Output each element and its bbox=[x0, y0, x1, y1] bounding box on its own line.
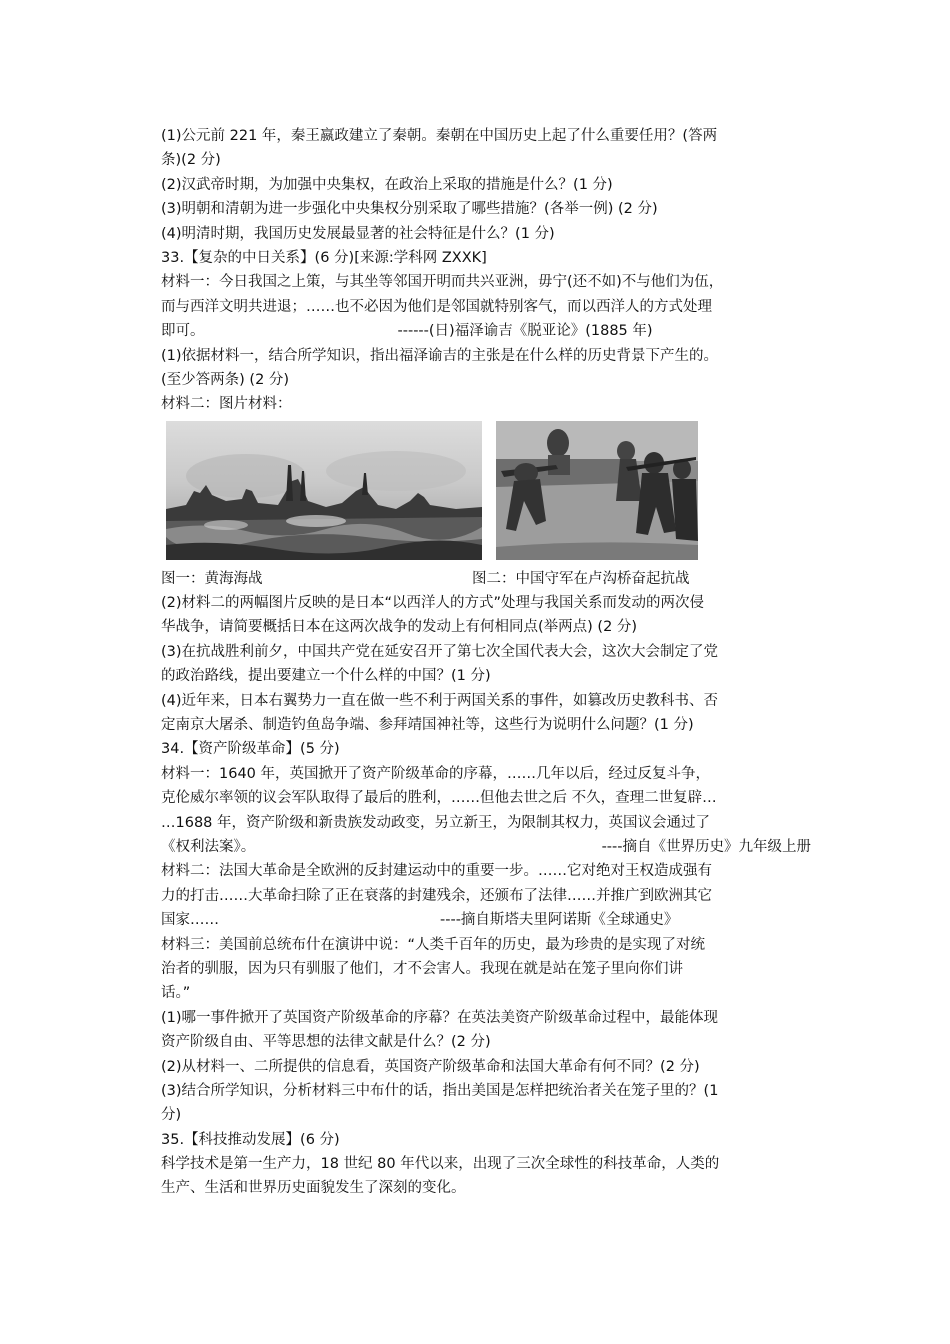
q34-material1-line: …1688 年，资产阶级和新贵族发动政变，另立新王，为限制其权力，英国议会通过了 bbox=[161, 814, 711, 831]
q34-heading: 34.【资产阶级革命】(5 分) bbox=[161, 741, 340, 758]
q33-heading: 33.【复杂的中日关系】(6 分)[来源:学科网 ZXXK] bbox=[161, 249, 487, 266]
q32-block bbox=[161, 124, 811, 246]
q33-block bbox=[161, 246, 811, 737]
q34-block bbox=[161, 737, 811, 1127]
q32-line: (2)汉武帝时期，为加强中央集权，在政治上采取的措施是什么？(1 分) bbox=[161, 176, 613, 193]
figure2-caption: 图二：中国守军在卢沟桥奋起抗战 bbox=[472, 570, 690, 587]
figure-captions bbox=[161, 567, 811, 591]
q33-question-line: (3)在抗战胜利前夕，中国共产党在延安召开了第七次全国代表大会，这次大会制定了党 bbox=[161, 643, 719, 660]
q34-material1-last-line bbox=[161, 835, 811, 859]
q33-material1-line: 材料一：今日我国之上策，与其坐等邻国开明而共兴亚洲，毋宁(还不如)不与他们为伍， bbox=[161, 274, 724, 291]
q34-material1-line: 材料一：1640 年，英国掀开了资产阶级革命的序幕，……几年以后，经过反复斗争， bbox=[161, 765, 711, 782]
figure-row bbox=[161, 419, 811, 565]
q32-line: (1)公元前 221 年，秦王嬴政建立了秦朝。秦朝在中国历史上起了什么重要任用？(答两 bbox=[161, 128, 718, 144]
q34-question-line: 分) bbox=[161, 1107, 182, 1124]
q33-question-line: (4)近年来，日本右翼势力一直在做一些不利于两国关系的事件，如篡改历史教科书、否 bbox=[161, 692, 719, 709]
q33-material1-line: 而与西洋文明共进退；……也不必因为他们是邻国就特别客气，而以西洋人的方式处理 bbox=[161, 298, 712, 315]
q33-material1-source: ------(日)福泽谕吉《脱亚论》(1885 年) bbox=[397, 323, 653, 340]
q33-question1-line: (至少答两条) (2 分) bbox=[161, 371, 290, 388]
q34-question-line: (2)从材料一、二所提供的信息看，英国资产阶级革命和法国大革命有何不同？(2 分) bbox=[161, 1058, 700, 1075]
q32-line: 条)(2 分) bbox=[161, 152, 221, 169]
q34-question-line: (1)哪一事件掀开了英国资产阶级革命的序幕？在英法美资产阶级革命过程中，最能体现 bbox=[161, 1009, 719, 1026]
q34-material2-last-line bbox=[161, 908, 811, 932]
soldiers-image bbox=[496, 421, 698, 560]
q34-question-line: 资产阶级自由、平等思想的法律文献是什么？(2 分) bbox=[161, 1034, 491, 1051]
q34-material2-source: ----摘自斯塔夫里阿诺斯《全球通史》 bbox=[440, 912, 679, 929]
q34-material2-line: 力的打击……大革命扫除了正在衰落的封建残余，还颁布了法律……并推广到欧洲其它 bbox=[161, 887, 712, 904]
q32-line: (3)明朝和清朝为进一步强化中央集权分别采取了哪些措施？(各举一例) (2 分) bbox=[161, 201, 658, 218]
q34-material2-last: 国家…… bbox=[161, 912, 219, 929]
q35-block bbox=[161, 1128, 811, 1201]
warships-image bbox=[166, 421, 482, 560]
q33-question-line: 华战争，请简要概括日本在这两次战争的发动上有何相同点(举两点) (2 分) bbox=[161, 619, 638, 636]
q33-material1-last: 即可。 bbox=[161, 323, 205, 340]
q34-question-line: (3)结合所学知识，分析材料三中布什的话，指出美国是怎样把统治者关在笼子里的？(1 bbox=[161, 1082, 719, 1099]
q34-material3-line: 治者的驯服，因为只有驯服了他们，才不会害人。我现在就是站在笼子里向你们讲 bbox=[161, 960, 683, 977]
q34-material2-line: 材料二：法国大革命是全欧洲的反封建运动中的重要一步。……它对绝对王权造成强有 bbox=[161, 863, 712, 880]
q33-question-line: (2)材料二的两幅图片反映的是日本“以西洋人的方式”处理与我国关系而发动的两次侵 bbox=[161, 595, 705, 612]
q34-material3-line: 材料三：美国前总统布什在演讲中说：“人类千百年的历史，最为珍贵的是实现了对统 bbox=[161, 936, 706, 953]
q34-material1-last: 《权利法案》。 bbox=[161, 838, 256, 855]
q34-material1-source: ----摘自《世界历史》九年级上册 bbox=[601, 838, 811, 855]
q34-material1-line: 克伦威尔率领的议会军队取得了最后的胜利，……但他去世之后 不久，查理二世复辟… bbox=[161, 790, 717, 807]
lugou-bridge-resistance-photo bbox=[496, 421, 698, 560]
q33-material2-label: 材料二：图片材料： bbox=[161, 396, 292, 413]
q33-material1-last-line bbox=[161, 319, 811, 343]
q33-question-line: 的政治路线，提出要建立一个什么样的中国？(1 分) bbox=[161, 668, 491, 685]
yellow-sea-battle-photo bbox=[166, 421, 482, 560]
q34-material3-line: 话。” bbox=[161, 985, 191, 1002]
q33-question-line: 定南京大屠杀、制造钓鱼岛争端、参拜靖国神社等，这些行为说明什么问题？(1 分) bbox=[161, 717, 694, 734]
q35-line: 科学技术是第一生产力，18 世纪 80 年代以来，出现了三次全球性的科技革命，人类的 bbox=[161, 1156, 720, 1173]
q32-line: (4)明清时期，我国历史发展最显著的社会特征是什么？(1 分) bbox=[161, 225, 555, 242]
q35-line: 生产、生活和世界历史面貌发生了深刻的变化。 bbox=[161, 1180, 466, 1197]
q33-question1-line: (1)依据材料一，结合所学知识，指出福泽谕吉的主张是在什么样的历史背景下产生的。 bbox=[161, 347, 719, 364]
q35-heading: 35.【科技推动发展】(6 分) bbox=[161, 1131, 340, 1148]
figure1-caption: 图一：黄海海战 bbox=[161, 570, 263, 587]
exam-page bbox=[161, 124, 811, 1201]
